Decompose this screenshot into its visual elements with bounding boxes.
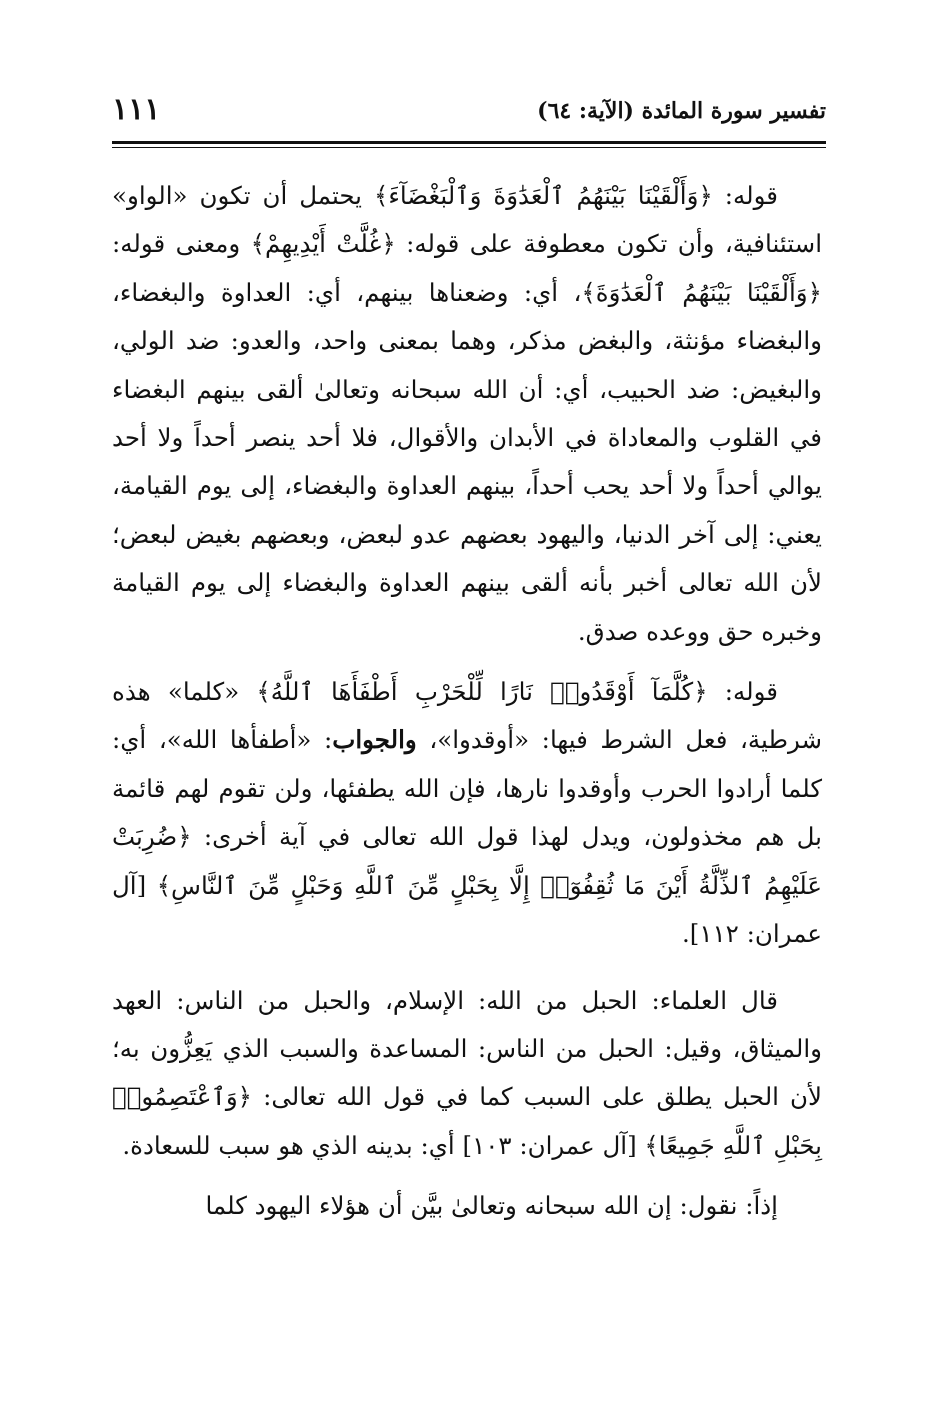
paragraph-1: قوله: ﴿وَأَلْقَيْنَا بَيْنَهُمُ ٱلْعَدَٰوَةَ وَٱلْبَغْضَآءَ﴾ يحتمل أن تكون «الواو» استئنافية، وأن تكون معطوفة على قوله: ﴿غُلَّتْ أَيْدِيهِمْ﴾ ومعنى قوله: ﴿وَأَلْقَيْنَا بَيْنَهُمُ ٱلْعَدَٰوَةَ﴾، أي: وضعناها بينهم، أي: العداوة والبغضاء، والبغضاء مؤنثة، والبغض مذكر، وهما بمعنى واحد، والعدو: ضد الولي، والبغيض: ضد الحبيب، أي: أن الله سبحانه وتعالىٰ ألقى بينهم البغضاء في القلوب والمعاداة في الأبدان والأقوال، فلا أحد ينصر أحداً ولا أحد يوالي أحداً ولا أحد يحب أحداً، بينهم العداوة والبغضاء، إلى يوم القيامة، يعني: إلى آخر الدنيا، واليهود بعضهم عدو لبعض، وبعضهم بغيض لبعض؛ لأن الله تعالى أخبر بأنه ألقى بينهم العداوة والبغضاء إلى يوم القيامة وخبره حق ووعده صدق. <box>112 181 823 646</box>
body-text <box>112 172 822 1231</box>
paragraph-4: إذاً: نقول: إن الله سبحانه وتعالىٰ بيَّن أن هؤلاء اليهود كلما <box>205 1191 778 1221</box>
paragraph-2-text-b: : «أطفأها الله»، أي: كلما أرادوا الحرب وأوقدوا نارها، فإن الله يطفئها، ولن تقوم لهم قائمة بل هم مخذولون، ويدل لهذا قول الله تعالى في آية أخرى: ﴿ضُرِبَتْ عَلَيْهِمُ ٱلذِّلَّةُ أَيْنَ مَا ثُقِفُوٓا۟ إِلَّا بِحَبْلٍ مِّنَ ٱللَّهِ وَحَبْلٍ مِّنَ ٱلنَّاسِ﴾ [آل عمران: ١١٢]. <box>112 725 822 949</box>
paragraph-2 <box>112 668 822 958</box>
paragraph-2-bold-term: والجواب <box>332 725 417 755</box>
paragraph-3: قال العلماء: الحبل من الله: الإسلام، والحبل من الناس: العهد والميثاق، وقيل: الحبل من الناس: المساعدة والسبب الذي يَعِزُّون به؛ لأن الحبل يطلق على السبب كما في قول الله تعالى: ﴿وَٱعْتَصِمُوا۟ بِحَبْلِ ٱللَّهِ جَمِيعًا﴾ [آل عمران: ١٠٣] أي: بدينه الذي هو سبب للسعادة. <box>112 985 822 1160</box>
paragraph-2-text-a: قوله: ﴿كُلَّمَآ أَوْقَدُوا۟ نَارًا لِّلْحَرْبِ أَطْفَأَهَا ٱللَّهُ﴾ «كلما» هذه شرطية، فعل الشرط فيها: «أوقدوا»، <box>112 677 822 755</box>
header-rule-thin <box>112 147 826 148</box>
page-number: ١١١ <box>112 92 161 127</box>
running-title: تفسير سورة المائدة (الآية: ٦٤) <box>537 98 826 124</box>
page-header <box>112 90 826 140</box>
header-rule-thick <box>112 141 826 144</box>
